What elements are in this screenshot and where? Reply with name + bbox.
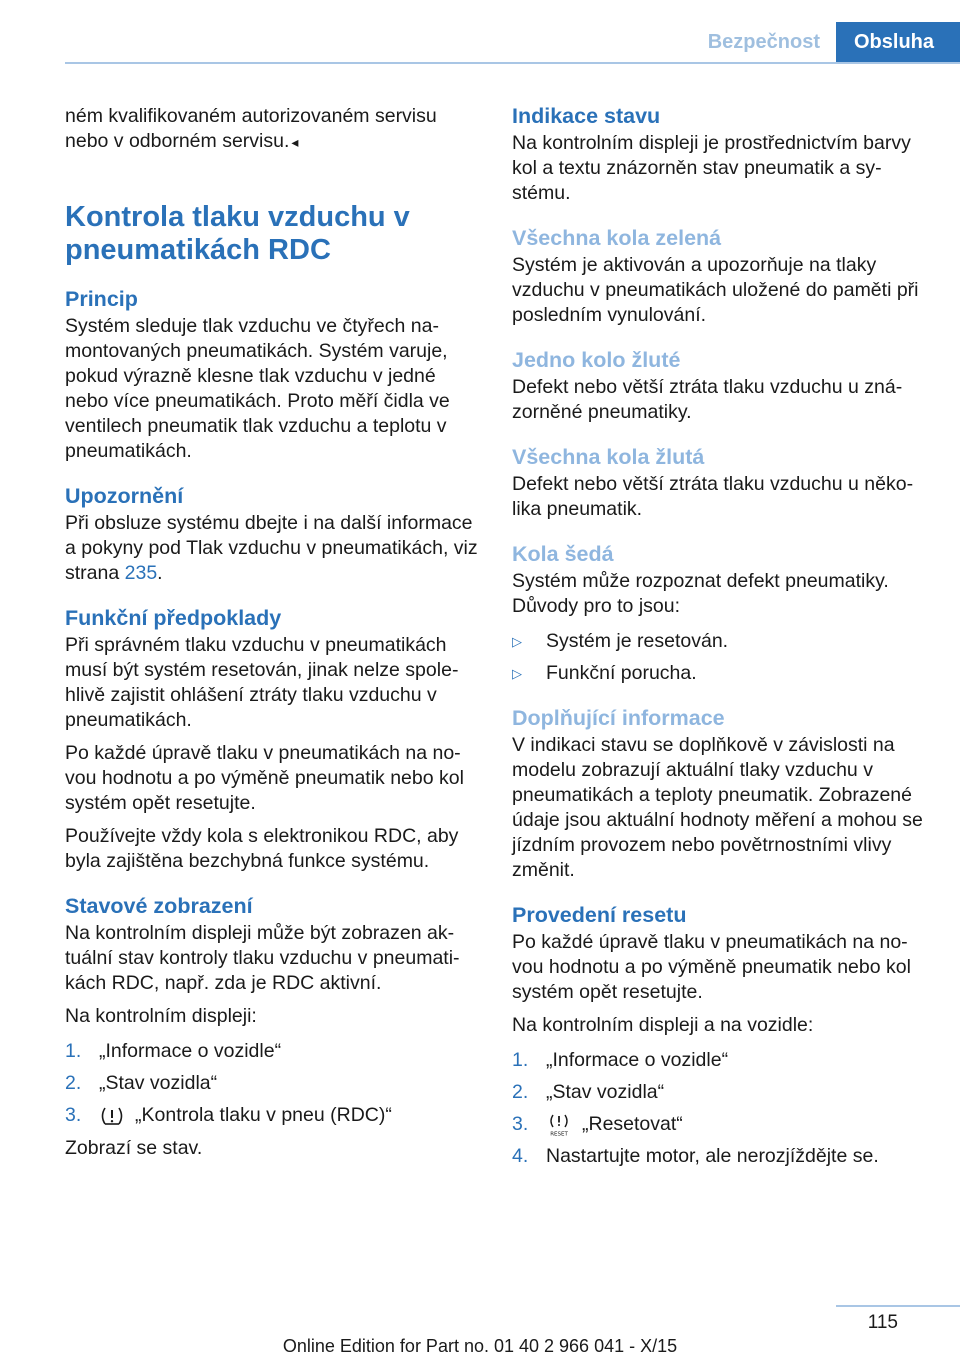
zluta-text: Defekt nebo větší ztráta tlaku vzduchu u několika pneumatik. [512,473,914,520]
list-item: 3. „Kontrola tlaku v pneu (RDC)“ [65,1104,392,1126]
list-item: 3. RESET „Resetovat“ [512,1113,683,1137]
reset-steps-list [512,1048,930,1169]
heading-seda: Kola šedá [512,542,614,566]
list-item: 2. „Stav vozidla“ [65,1072,218,1094]
tire-reset-icon [546,1113,572,1137]
list-item: 4. Nastartujte motor, ale nerozjíždějte se. [512,1145,879,1167]
heading-reset: Provedení resetu [512,903,687,927]
zelena-text: Systém je aktivován a upozorňuje na tlaky vzduchu v pneumatikách uložené do paměti při posledním vynulování. [512,254,919,326]
heading-indikace: Indikace stavu [512,104,661,128]
heading-zlute: Jedno kolo žluté [512,348,681,372]
triangle-bullet-icon: ▷ [512,634,522,649]
indikace-text: Na kontrolním displeji je prostřednictvím barvy kol a textu znázorněn stav pneumatik a systému. [512,132,911,204]
intro-text: ném kvalifikovaném autorizovaném servisu nebo v odborném servisu. ◂ [65,105,437,152]
triangle-bullet-icon: ▷ [512,666,522,681]
left-column [65,104,479,1169]
heading-princip: Princip [65,287,138,311]
section-title: Kontrola tlaku vzduchu v pneumatikách RDC [65,201,410,266]
heading-upozorneni: Upozornění [65,484,184,508]
stavove-text-2: Na kontrolním displeji: [65,1005,257,1027]
heading-predpoklady: Funkční předpoklady [65,606,282,630]
list-item: 1. „Informace o vozidle“ [512,1049,729,1071]
heading-doplnujici: Doplňující informace [512,706,725,730]
heading-zelena: Všechna kola zelená [512,226,722,250]
heading-zluta: Všechna kola žlutá [512,445,705,469]
list-item: ▷ Funkční porucha. [512,662,697,684]
right-column [512,104,930,1177]
predpoklady-text-2: Po každé úpravě tlaku v pneumatikách na novou hodnotu a po výměně pneumatik nebo kol systém opět resetujte. [65,742,464,814]
header-divider [65,62,960,64]
tab-bezpecnost[interactable]: Bezpečnost [707,31,820,53]
page-reference-link[interactable]: 235 [124,562,158,584]
predpoklady-text-3: Používejte vždy kola s elektronikou RDC, aby byla zajištěna bezchybná funkce systému. [65,825,459,872]
svg-text:RESET: RESET [550,1131,568,1137]
upozorneni-text: Při obsluze systému dbejte i na další informace a pokyny pod Tlak vzduchu v pneumatikách, viz strana 235. [65,512,478,584]
seda-text: Systém může rozpoznat defekt pneumatiky. Důvody pro to jsou: [512,570,889,617]
zlute-text: Defekt nebo větší ztráta tlaku vzduchu u znázorněné pneumatiky. [512,376,903,423]
stavove-text-1: Na kontrolním displeji může být zobrazen aktuální stav kontroly tlaku vzduchu v pneumatikách RDC, např. zda je RDC aktivní. [65,922,460,994]
list-item: 2. „Stav vozidla“ [512,1081,665,1103]
footer-divider [836,1305,960,1307]
edition-note: Online Edition for Part no. 01 40 2 966 041 - X/15 [282,1336,678,1356]
tire-pressure-icon [99,1105,125,1127]
princip-text: Systém sleduje tlak vzduchu ve čtyřech namontovaných pneumatikách. Systém varuje, pokud výrazně klesne tlak vzduchu v jedné nebo více pneumatikách. Proto měří čidla ve ventilech pneumatik tlak vzduchu a teplotu v pneumatikách. [65,315,450,462]
reset-text-1: Po každé úpravě tlaku v pneumatikách na novou hodnotu a po výměně pneumatik nebo kol systém opět resetujte. [512,931,911,1003]
predpoklady-text-1: Při správném tlaku vzduchu v pneumatikách musí být systém resetován, jinak nelze spolehlivě zajistit ohlášení ztráty tlaku vzduchu v pneumatikách. [65,634,459,731]
doplnujici-text: V indikaci stavu se doplňkově v závislosti na modelu zobrazují aktuální tlaky vzduchu v pneumatikách a teploty pneumatik. Zobrazené údaje jsou aktuální hodnoty měření a mohou se jízdním provozem nebo povětrnostními vlivy změnit. [512,734,923,881]
page-number: 115 [867,1312,898,1333]
list-item: 1. „Informace o vozidle“ [65,1040,282,1062]
section-tabs [692,22,960,62]
stavove-after: Zobrazí se stav. [65,1137,203,1159]
status-steps-list [65,1039,479,1128]
list-item: ▷ Systém je resetován. [512,630,729,652]
reasons-list [512,629,930,686]
tab-obsluha[interactable]: Obsluha [836,22,960,62]
end-mark: ◂ [291,134,299,150]
reset-text-2: Na kontrolním displeji a na vozidle: [512,1014,814,1036]
heading-stavove: Stavové zobrazení [65,894,253,918]
